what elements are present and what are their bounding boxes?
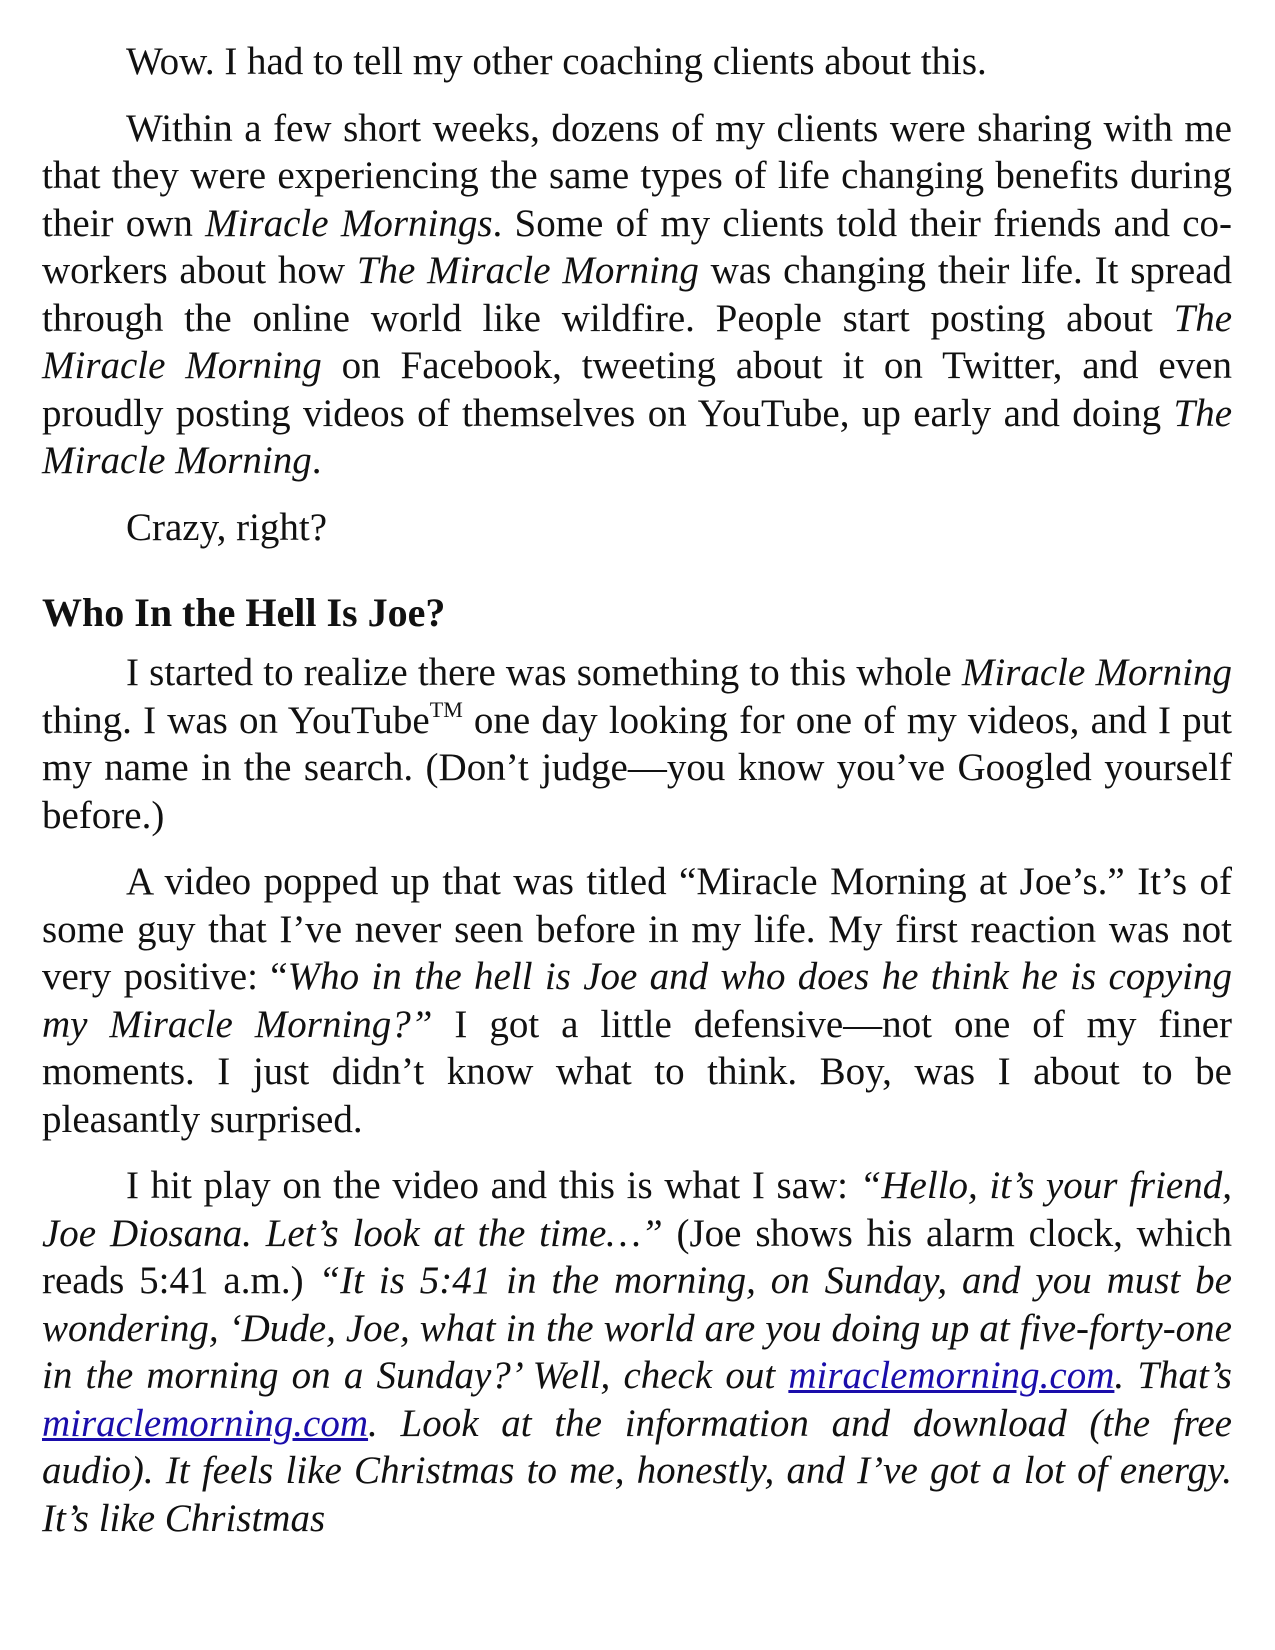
book-page xyxy=(42,38,1232,1561)
paragraph-video-popped-up xyxy=(42,858,1232,1143)
book-title-italic: The Miracle Morning xyxy=(42,296,1232,387)
paragraph-started-to-realize xyxy=(42,649,1232,839)
section-heading: Who In the Hell Is Joe? xyxy=(42,590,446,635)
paragraph-text: thing. I was on YouTube xyxy=(42,698,430,742)
paragraph-text: Crazy, right? xyxy=(126,505,328,549)
paragraph-text: was changing their life. It spread through the online world like wildfire. People start posting about xyxy=(42,249,1232,340)
paragraph-text: . Some of my clients told their friends and co-workers about how xyxy=(42,201,1232,292)
paragraph-hit-play xyxy=(42,1162,1232,1542)
paragraph-text: Wow. I had to tell my other coaching clients about this. xyxy=(126,40,987,83)
paragraph-text: Within a few short weeks, dozens of my clients were sharing with me that they were experiencing the same types of life changing benefits during their own xyxy=(42,106,1232,245)
quote-italic: Who in the hell is Joe and who does he think he is copying my Miracle Morning?” xyxy=(42,955,1232,1046)
paragraph-wow xyxy=(42,38,1232,86)
paragraph-text: . xyxy=(311,439,322,482)
book-title-italic: Miracle Mornings xyxy=(205,201,493,245)
book-title-italic: The Miracle Morning xyxy=(42,391,1232,482)
miraclemorning-link-2[interactable]: miraclemorning.com xyxy=(42,1401,369,1445)
paragraph-text: (Joe shows his alarm clock, which reads 5:41 a.m.) xyxy=(42,1211,1232,1302)
quote-text: “It is 5:41 in the morning, on Sunday, and you must be wondering, ‘Dude, Joe, what in the world are you doing up at five-forty-one in the morning on a Sunday?’ Well, check out xyxy=(42,1259,1232,1397)
paragraph-text: on Facebook, tweeting about it on Twitter, and even proudly posting videos of themselves on YouTube, up early and doing xyxy=(42,344,1232,435)
miraclemorning-link[interactable]: miraclemorning.com xyxy=(788,1354,1115,1397)
paragraph-text: A video popped up that was titled “Miracle Morning at Joe’s.” It’s of some guy that I’ve never seen before in my life. My first reaction was not very positive: “ xyxy=(42,860,1232,998)
paragraph-text: I hit play on the video and this is what I saw: xyxy=(126,1164,860,1207)
paragraph-within-weeks xyxy=(42,105,1232,485)
book-title-italic: The Miracle Morning xyxy=(356,249,699,292)
paragraph-text: I got a little defensive—not one of my finer moments. I just didn’t know what to think. Boy, was I about to be pleasantly surprised. xyxy=(42,1002,1232,1141)
book-title-italic: Miracle Morning xyxy=(961,651,1232,694)
quote-italic: “Hello, it’s your friend, Joe Diosana. Let’s look at the time…” xyxy=(42,1164,1232,1255)
paragraph-text: one day looking for one of my videos, and I put my name in the search. (Don’t judge—you know you’ve Googled yourself before.) xyxy=(42,698,1233,837)
paragraph-text: I started to realize there was something to this whole xyxy=(126,651,962,694)
paragraph-crazy xyxy=(42,504,1232,552)
quote-text: . That’s xyxy=(1114,1354,1232,1397)
trademark-symbol: TM xyxy=(429,696,463,722)
quote-text: . Look at the information and download (the free audio). It feels like Christmas to me, honestly, and I’ve got a lot of energy. It’s like Christmas xyxy=(42,1401,1232,1540)
